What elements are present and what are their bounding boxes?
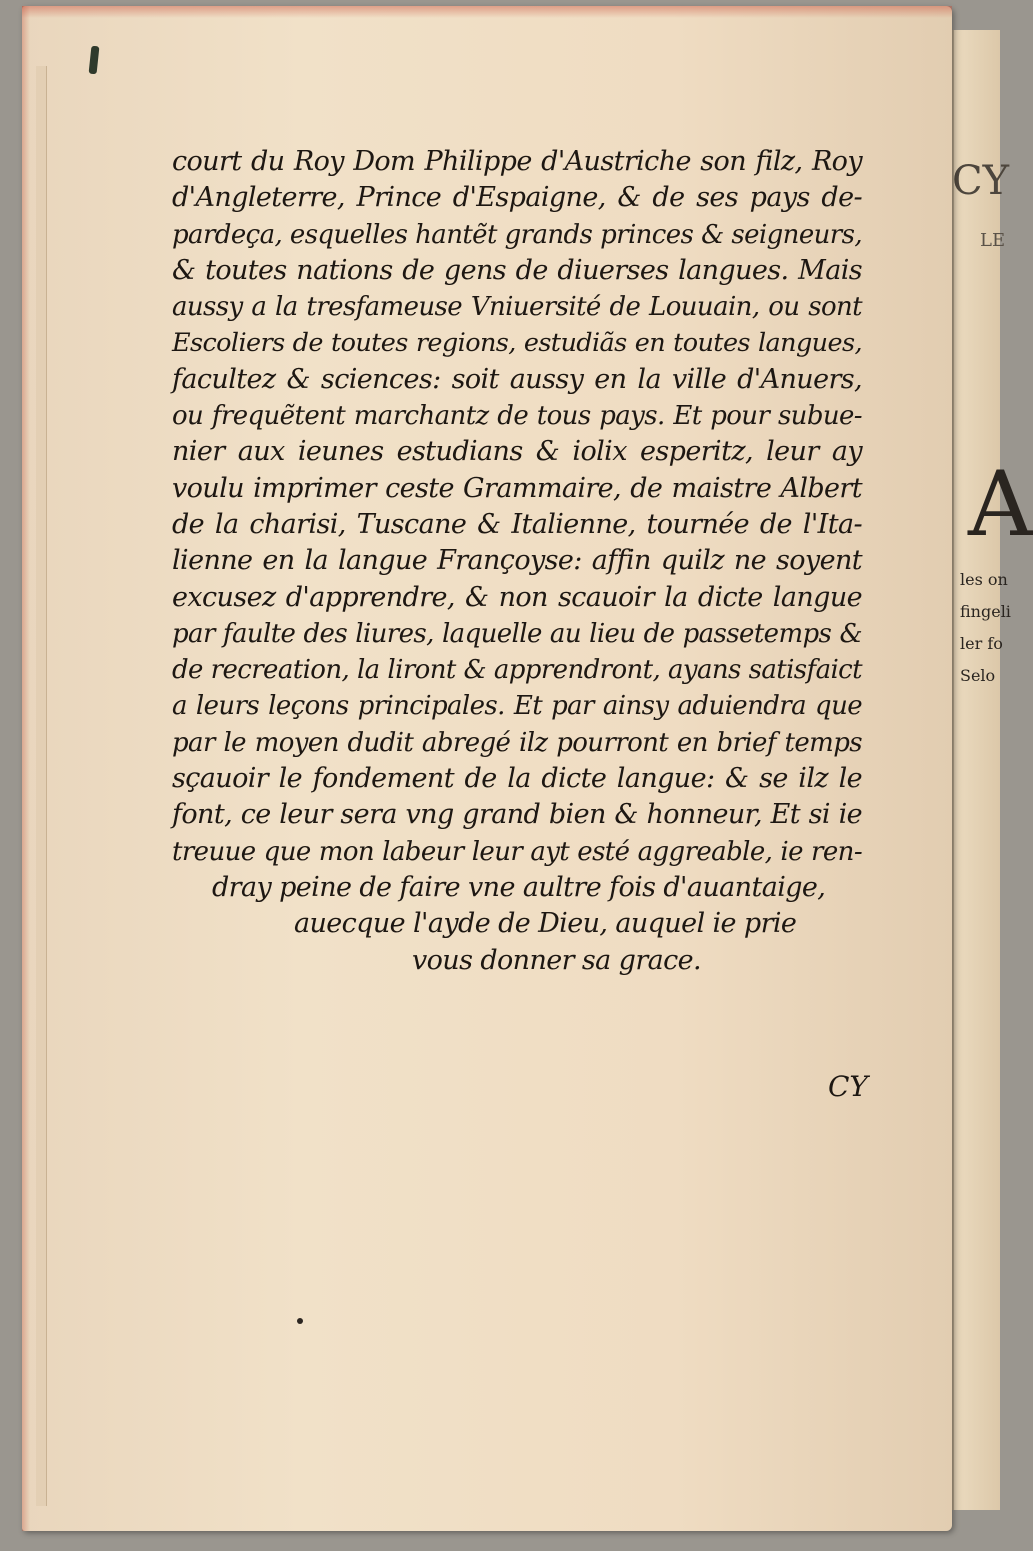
text-line: de la charisi, Tuscane & Italienne, tournée de l'Ita- <box>172 508 862 540</box>
body-text <box>172 144 862 979</box>
text-line: & toutes nations de gens de diuerses langues. Mais <box>172 254 862 286</box>
text-line: d'Angleterre, Prince d'Espaigne, & de ses pays de- <box>172 182 862 214</box>
text-line: aussy a la tresfameuse Vniuersité de Louuain, ou sont <box>172 292 862 323</box>
text-line: court du Roy Dom Philippe d'Austriche son filz, Roy <box>172 146 862 177</box>
facing-page-fragment: Selo <box>960 666 996 685</box>
text-line: a leurs leçons principales. Et par ainsy aduiendra que <box>172 691 862 722</box>
text-line: excusez d'apprendre, & non scauoir la dicte langue <box>172 581 862 613</box>
text-line: dray peine de faire vne aultre fois d'auantaige, <box>212 871 826 903</box>
text-line: vous donner sa grace. <box>412 944 702 976</box>
ink-speck <box>297 1318 303 1324</box>
text-line: voulu imprimer ceste Grammaire, de maistre Albert <box>172 472 862 504</box>
text-line: ou frequẽtent marchantz de tous pays. Et pour subue- <box>172 401 862 432</box>
ink-mark <box>89 46 100 75</box>
facing-page-subheading: LE <box>980 230 1006 251</box>
facing-page-fragment: fingeli <box>960 602 1011 621</box>
text-line: sçauoir le fondement de la dicte langue: & se ilz le <box>172 763 862 795</box>
text-line: lienne en la langue Françoyse: affin quilz ne soyent <box>172 545 862 577</box>
show-through-text <box>202 1076 902 1316</box>
book-page <box>22 6 952 1531</box>
text-line: facultez & sciences: soit aussy en la ville d'Anuers, <box>172 363 862 395</box>
text-line: auecque l'ayde de Dieu, auquel ie prie <box>294 908 797 940</box>
facing-page-heading: CY <box>952 158 1010 204</box>
text-line: font, ce leur sera vng grand bien & honneur, Et si ie <box>172 799 862 831</box>
text-line: pardeça, esquelles hantẽt grands princes & seigneurs, <box>172 219 862 250</box>
facing-page-initial: A <box>968 452 1033 557</box>
text-line: nier aux ieunes estudians & iolix esperitz, leur ay <box>172 436 862 468</box>
text-line: de recreation, la liront & apprendront, ayans satisfaict <box>172 655 862 686</box>
catchword: CY <box>828 1070 868 1103</box>
text-line: treuue que mon labeur leur ayt esté aggreable, ie ren- <box>172 836 862 867</box>
facing-page-fragment: les on <box>960 570 1008 589</box>
text-line: par le moyen dudit abregé ilz pourront en brief temps <box>172 727 862 758</box>
facing-page-fragment: ler fo <box>960 634 1003 653</box>
page-edge <box>36 66 47 1506</box>
text-line: par faulte des liures, laquelle au lieu de passetemps & <box>172 618 862 649</box>
text-line: Escoliers de toutes regions, estudiãs en toutes langues, <box>172 328 862 359</box>
